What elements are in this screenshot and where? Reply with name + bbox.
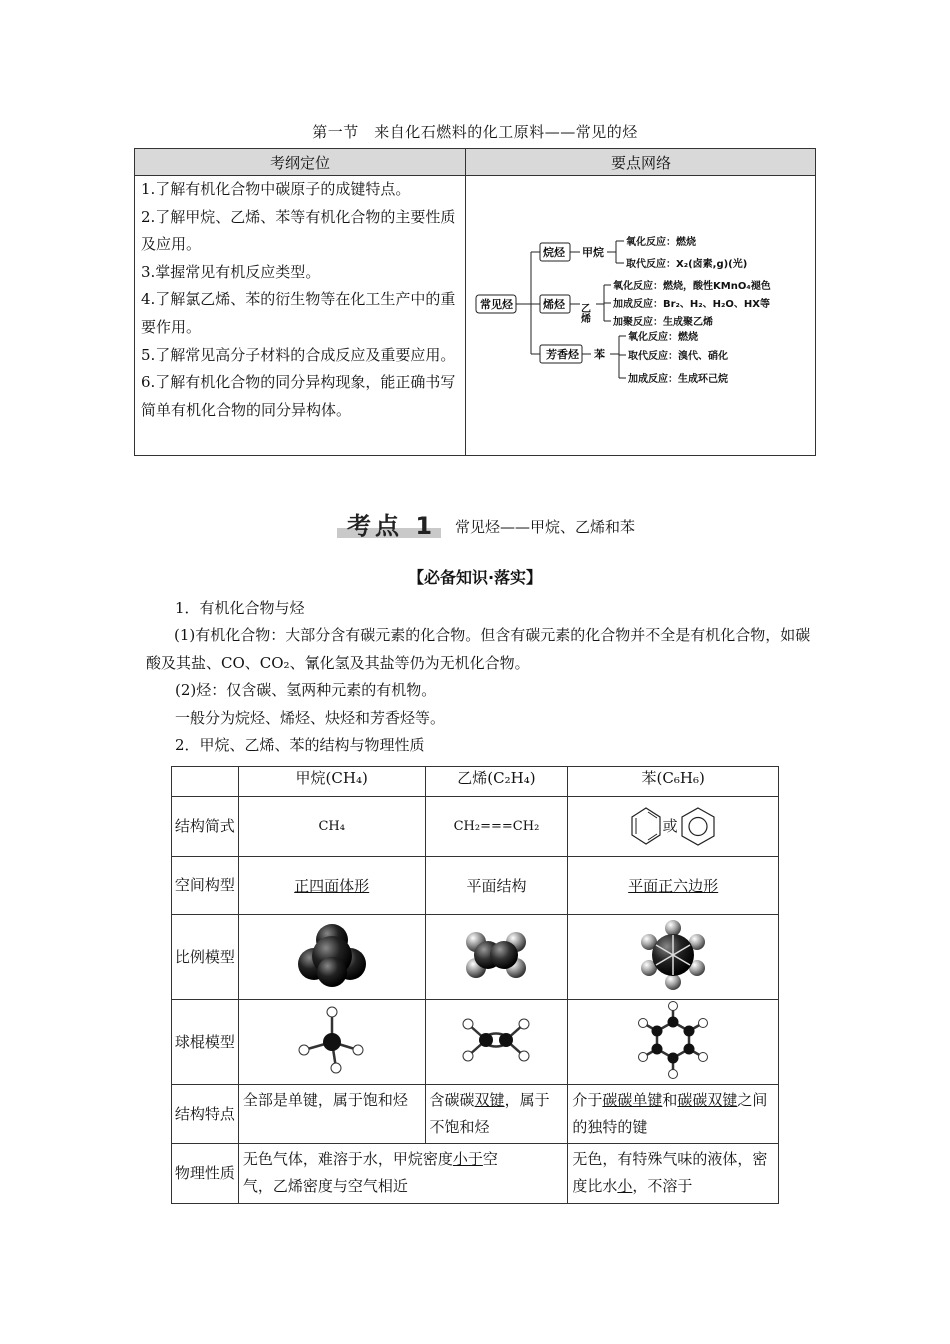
goal-item: 4.了解氯乙烯、苯的衍生物等在化工生产中的重要作用。 xyxy=(141,290,456,336)
underlined-answer: 碳碳单键 xyxy=(602,1091,663,1109)
goal-item: 2.了解甲烷、乙烯、苯等有机化合物的主要性质及应用。 xyxy=(141,207,456,254)
node-alkene: 烯烃 xyxy=(543,298,565,311)
ethene-formula: CH₂===CH₂ xyxy=(425,797,568,857)
methane-spacefill-icon xyxy=(292,920,372,990)
benzene-spacefill-model xyxy=(568,915,779,1000)
col-ethene: 乙烯(C₂H₄) xyxy=(425,767,568,797)
goal-item: 6.了解有机化合物的同分异构现象，能正确书写简单有机化合物的同分异构体。 xyxy=(141,373,456,419)
node-methane: 甲烷 xyxy=(582,246,604,259)
outline-header xyxy=(135,149,815,176)
text-span: 含碳碳 xyxy=(429,1091,475,1109)
benzene-ballstick-icon xyxy=(633,1000,713,1080)
row-label-shape: 空间构型 xyxy=(172,857,239,915)
table-corner xyxy=(172,767,239,797)
col-methane: 甲烷(CH₄) xyxy=(238,767,425,797)
node-common-hydrocarbons: 常见烃 xyxy=(480,298,513,311)
methane-formula: CH₄ xyxy=(238,797,425,857)
methane-ballstick-icon xyxy=(292,1004,372,1076)
text-span: 和 xyxy=(662,1091,678,1109)
section-label: 考点 1 xyxy=(347,512,437,540)
row-label-physical: 物理性质 xyxy=(172,1144,239,1204)
row-label-feature: 结构特点 xyxy=(172,1085,239,1144)
table-row xyxy=(172,857,779,915)
row-label-spacefill: 比例模型 xyxy=(172,915,239,1000)
benzene-feature xyxy=(568,1085,779,1144)
text-span: 无色气体，难溶于水，甲烷密度 xyxy=(242,1150,453,1168)
table-row xyxy=(172,1085,779,1144)
ethene-spacefill-model xyxy=(425,915,568,1000)
goal-item: 3.掌握常见有机反应类型。 xyxy=(141,262,321,281)
goal-item: 5.了解常见高分子材料的合成反应及重要应用。 xyxy=(141,345,456,364)
text-span: 之间的独特的键 xyxy=(572,1091,768,1136)
alkene-reaction: 加聚反应：生成聚乙烯 xyxy=(613,317,713,328)
table-row xyxy=(172,1144,779,1204)
kekule-benzene-icon xyxy=(629,805,663,849)
benzene-shape: 平面正六边形 xyxy=(568,857,779,915)
table-row xyxy=(172,1000,779,1085)
hydrocarbon-comparison-table xyxy=(171,766,779,1204)
body-paragraph: 1．有机化合物与烃 xyxy=(175,599,305,617)
text-span: ，不溶于 xyxy=(632,1177,693,1195)
aromatic-reaction: 加成反应：生成环己烷 xyxy=(628,374,728,385)
ethene-spacefill-icon xyxy=(456,920,536,990)
methane-ballstick-model xyxy=(238,1000,425,1085)
alkane-reaction: 氧化反应：燃烧 xyxy=(626,237,696,248)
alkene-reaction: 加成反应：Br₂、H₂、H₂O、HX等 xyxy=(613,299,771,310)
outline-table xyxy=(134,148,816,456)
underlined-answer: 小 xyxy=(617,1177,633,1195)
table-row xyxy=(172,915,779,1000)
body-paragraph: 一般分为烷烃、烯烃、炔烃和芳香烃等。 xyxy=(175,709,446,727)
table-row xyxy=(172,797,779,857)
ethene-shape: 平面结构 xyxy=(425,857,568,915)
ethene-ballstick-model xyxy=(425,1000,568,1085)
underlined-answer: 碳碳双键 xyxy=(677,1091,738,1109)
ethene-feature xyxy=(425,1085,568,1144)
alkene-reaction: 氧化反应：燃烧，酸性KMnO₄褪色 xyxy=(613,281,771,292)
benzene-spacefill-icon xyxy=(633,918,713,992)
underlined-answer: 小于 xyxy=(452,1150,483,1168)
page-title: 第一节 来自化石燃料的化工原料——常见的烃 xyxy=(312,123,638,141)
underlined-answer: 双键 xyxy=(474,1091,505,1109)
methane-feature: 全部是单键，属于饱和烃 xyxy=(238,1085,425,1144)
methane-spacefill-model xyxy=(238,915,425,1000)
node-ethene: 乙烯 xyxy=(578,303,590,323)
alkane-reaction: 取代反应：X₂(卤素,g)(光) xyxy=(626,259,748,270)
row-label-ballstick: 球棍模型 xyxy=(172,1000,239,1085)
knowledge-heading: 【必备知识·落实】 xyxy=(407,568,543,587)
goals-list xyxy=(141,176,459,424)
col-benzene: 苯(C₆H₆) xyxy=(568,767,779,797)
methane-shape: 正四面体形 xyxy=(238,857,425,915)
text-span: ，属于不饱和烃 xyxy=(429,1091,550,1136)
text-span: 介于 xyxy=(572,1091,603,1109)
benzene-or: 或 xyxy=(662,816,678,835)
aromatic-reaction: 取代反应：溴代、硝化 xyxy=(628,351,728,362)
knowledge-network-diagram xyxy=(473,229,813,409)
body-paragraph: (2)烃：仅含碳、氢两种元素的有机物。 xyxy=(175,681,437,699)
node-alkane: 烷烃 xyxy=(543,246,565,259)
methane-ethene-physical xyxy=(238,1144,568,1204)
benzene-formula xyxy=(568,797,779,857)
section-subtitle: 常见烃——甲烷、乙烯和苯 xyxy=(455,518,636,536)
body-paragraph: 2．甲烷、乙烯、苯的结构与物理性质 xyxy=(175,736,425,754)
aromatic-reaction: 氧化反应：燃烧 xyxy=(628,332,698,343)
row-label-formula: 结构简式 xyxy=(172,797,239,857)
header-exam-scope: 考纲定位 xyxy=(269,154,330,172)
table-row xyxy=(172,767,779,797)
body-paragraph: (1)有机化合物：大部分含有碳元素的化合物。但含有碳元素的化合物并不全是有机化合物，如碳酸及其盐、CO、CO₂、氰化氢及其盐等仍为无机化合物。 xyxy=(146,626,811,672)
benzene-ballstick-model xyxy=(568,1000,779,1085)
benzene-physical xyxy=(568,1144,779,1204)
node-benzene: 苯 xyxy=(594,348,605,361)
text-span: 空气，乙烯密度与空气相近 xyxy=(242,1150,498,1195)
node-aromatic: 芳香烃 xyxy=(546,348,579,361)
aromatic-benzene-icon xyxy=(678,805,718,849)
goal-item: 1.了解有机化合物中碳原子的成键特点。 xyxy=(141,180,411,198)
text-span: 无色，有特殊气味的液体，密度比水 xyxy=(572,1150,768,1195)
ethene-ballstick-icon xyxy=(456,1010,536,1070)
header-key-network: 要点网络 xyxy=(610,154,671,172)
